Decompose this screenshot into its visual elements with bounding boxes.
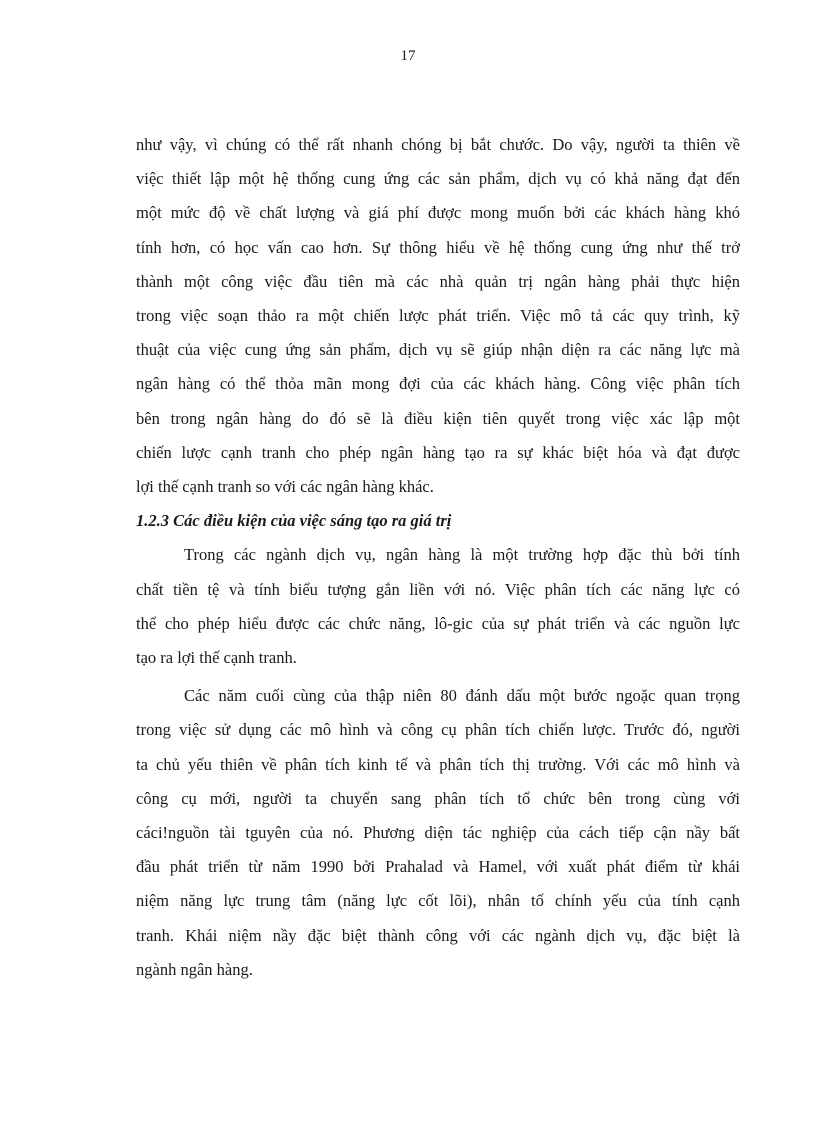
paragraph-line: tính hơn, có học vấn cao hơn. Sự thông hiểu về hệ thống cung ứng như thế trở — [136, 237, 740, 257]
paragraph-line: niệm năng lực trung tâm (năng lực cốt lõi), nhân tố chính yếu của tính cạnh — [136, 891, 740, 911]
paragraph-line: thuật của việc cung ứng sản phẩm, dịch vụ sẽ giúp nhận diện ra các năng lực mà — [136, 340, 740, 360]
paragraph-line: thể cho phép hiểu được các chức năng, lô-gic của sự phát triển và các nguồn lực — [136, 613, 740, 633]
page-content — [136, 128, 740, 987]
paragraph-line: trong việc sử dụng các mô hình và công cụ phân tích chiến lược. Trước đó, người — [136, 720, 740, 740]
paragraph-line: chất tiền tệ và tính biểu tượng gắn liền với nó. Việc phân tích các năng lực có — [136, 579, 740, 599]
section-heading: 1.2.3 Các điều kiện của việc sáng tạo ra giá trị — [136, 511, 452, 531]
paragraph-line: bên trong ngân hàng do đó sẽ là điều kiện tiên quyết trong việc xác lập một — [136, 408, 740, 428]
paragraph-line: lợi thế cạnh tranh so với các ngân hàng khác. — [136, 477, 434, 497]
paragraph-line: Trong các ngành dịch vụ, ngân hàng là một trường hợp đặc thù bởi tính — [184, 545, 740, 565]
paragraph-line: trong việc soạn thảo ra một chiến lược phát triển. Việc mô tả các quy trình, kỹ — [136, 306, 740, 326]
paragraph-2 — [136, 538, 740, 675]
paragraph-line: công cụ mới, người ta chuyển sang phân tích tổ chức bên trong cùng với — [136, 788, 740, 808]
paragraph-1 — [136, 128, 740, 504]
paragraph-line: một mức độ về chất lượng và giá phí được mong muốn bởi các khách hàng khó — [136, 203, 740, 223]
paragraph-line: việc thiết lập một hệ thống cung ứng các sản phẩm, dịch vụ có khả năng đạt đến — [136, 169, 740, 189]
paragraph-line: ngân hàng có thể thỏa mãn mong đợi của các khách hàng. Công việc phân tích — [136, 374, 740, 394]
paragraph-3 — [136, 679, 740, 987]
paragraph-line: như vậy, vì chúng có thể rất nhanh chóng bị bắt chước. Do vậy, người ta thiên về — [136, 135, 740, 154]
page-number: 17 — [400, 48, 416, 64]
paragraph-line: đầu phát triển từ năm 1990 bởi Prahalad và Hamel, với xuất phát điểm từ khái — [136, 857, 740, 877]
paragraph-line: tranh. Khái niệm nầy đặc biệt thành công với các ngành dịch vụ, đặc biệt là — [136, 925, 740, 945]
paragraph-line: Các năm cuối cùng của thập niên 80 đánh dấu một bước ngoặc quan trọng — [184, 686, 740, 706]
paragraph-line: tạo ra lợi thế cạnh tranh. — [136, 648, 297, 668]
paragraph-line: cáci!nguồn tài tguyên của nó. Phương diện tác nghiệp của cách tiếp cận nầy bất — [136, 823, 740, 843]
paragraph-line: ta chủ yếu thiên về phân tích kinh tế và phân tích thị trường. Với các mô hình và — [136, 754, 740, 774]
paragraph-line: ngành ngân hàng. — [136, 959, 253, 979]
paragraph-line: chiến lược cạnh tranh cho phép ngân hàng tạo ra sự khác biệt hóa và đạt được — [136, 442, 740, 462]
paragraph-line: thành một công việc đầu tiên mà các nhà quản trị ngân hàng phải thực hiện — [136, 271, 740, 291]
